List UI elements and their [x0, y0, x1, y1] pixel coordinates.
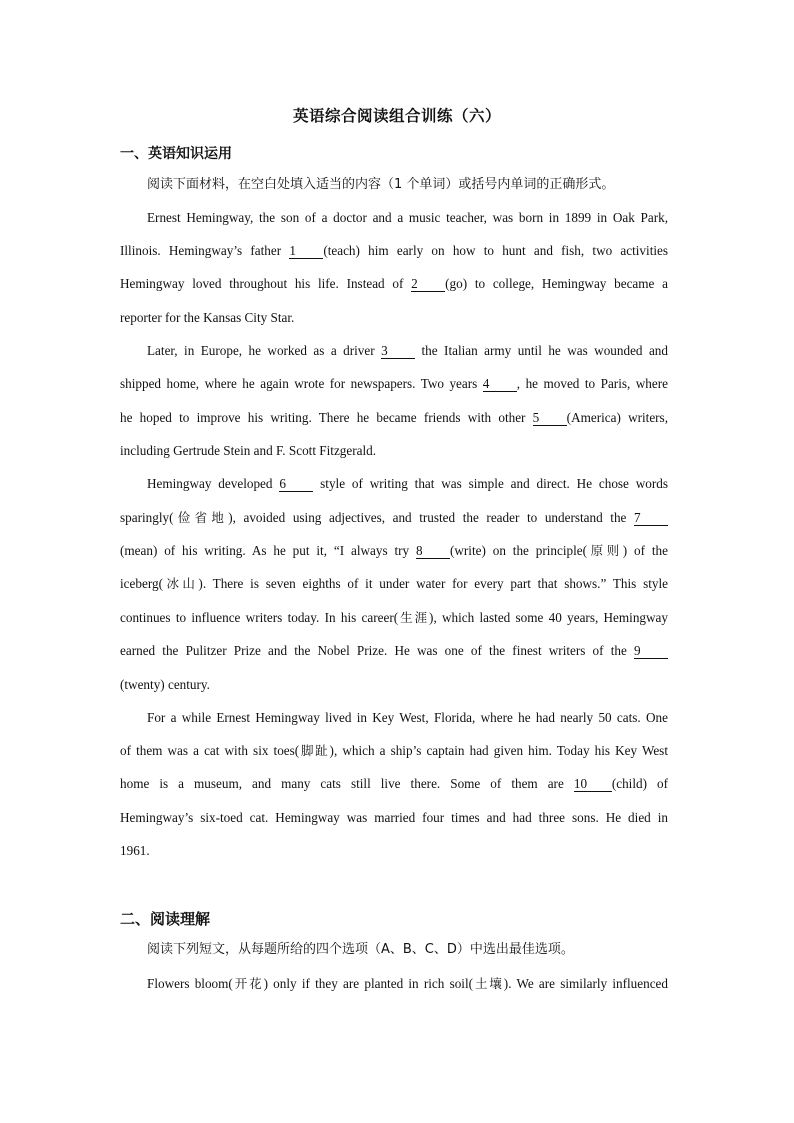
passage-line: he hoped to improve his writing. There he became friends with other 5 (America) writers,	[120, 410, 668, 425]
passage-line: reporter for the Kansas City Star.	[120, 310, 295, 325]
blank-5[interactable]: 5	[533, 410, 567, 426]
section-1-heading: 一、英语知识运用	[120, 146, 232, 162]
passage-line: (twenty) century.	[120, 677, 210, 692]
passage-line: Ernest Hemingway, the son of a doctor and a music teacher, was born in 1899 in Oak Park,	[147, 210, 668, 225]
passage-line: Hemingway’s six-toed cat. Hemingway was married four times and had three sons. He died in	[120, 810, 668, 825]
passage-line: (mean) of his writing. As he put it, “I always try 8 (write) on the principle(原则) of the	[120, 543, 668, 558]
passage-line: of them was a cat with six toes(脚趾), which a ship’s captain had given him. Today his Key West	[120, 743, 668, 758]
passage-line: 1961.	[120, 843, 150, 858]
blank-10[interactable]: 10	[574, 776, 612, 792]
blank-6[interactable]: 6	[279, 476, 313, 492]
passage-line: Flowers bloom(开花) only if they are planted in rich soil(土壤). We are similarly influenced	[147, 976, 668, 991]
passage-line: Illinois. Hemingway’s father 1 (teach) him early on how to hunt and fish, two activities	[120, 243, 669, 258]
passage-line: Hemingway loved throughout his life. Instead of 2 (go) to college, Hemingway became a	[120, 276, 668, 291]
blank-2[interactable]: 2	[411, 276, 445, 292]
passage-line: sparingly(俭省地), avoided using adjectives, and trusted the reader to understand the 7	[120, 509, 668, 527]
blank-7[interactable]: 7	[634, 510, 668, 526]
passage-line: shipped home, where he again wrote for newspapers. Two years 4 , he moved to Paris, where	[120, 376, 668, 391]
passage-line: Later, in Europe, he worked as a driver 3 the Italian army until he was wounded and	[147, 343, 668, 358]
passage-line: earned the Pulitzer Prize and the Nobel Prize. He was one of the finest writers of the 9	[120, 642, 668, 660]
passage-line: iceberg(冰山). There is seven eighths of it under water for every part that shows.” This style	[120, 576, 668, 591]
section-1-instruction: 阅读下面材料，在空白处填入适当的内容（1 个单词）或括号内单词的正确形式。	[147, 177, 615, 192]
blank-4[interactable]: 4	[483, 376, 517, 392]
section-2-instruction: 阅读下列短文，从每题所给的四个选项（A、B、C、D）中选出最佳选项。	[147, 942, 574, 957]
passage-line: For a while Ernest Hemingway lived in Key West, Florida, where he had nearly 50 cats. One	[147, 710, 668, 725]
passage-line: including Gertrude Stein and F. Scott Fitzgerald.	[120, 443, 377, 458]
blank-3[interactable]: 3	[381, 343, 415, 359]
blank-9[interactable]: 9	[634, 643, 668, 659]
page-title: 英语综合阅读组合训练（六）	[292, 107, 501, 125]
passage-line: Hemingway developed 6 style of writing that was simple and direct. He chose words	[147, 476, 668, 491]
passage-line: continues to influence writers today. In his career(生涯), which lasted some 40 years, Hemingway	[120, 610, 668, 625]
section-2-heading: 二、阅读理解	[120, 910, 211, 928]
passage-line: home is a museum, and many cats still live there. Some of them are 10 (child) of	[120, 776, 669, 791]
blank-1[interactable]: 1	[289, 243, 323, 259]
blank-8[interactable]: 8	[416, 543, 450, 559]
